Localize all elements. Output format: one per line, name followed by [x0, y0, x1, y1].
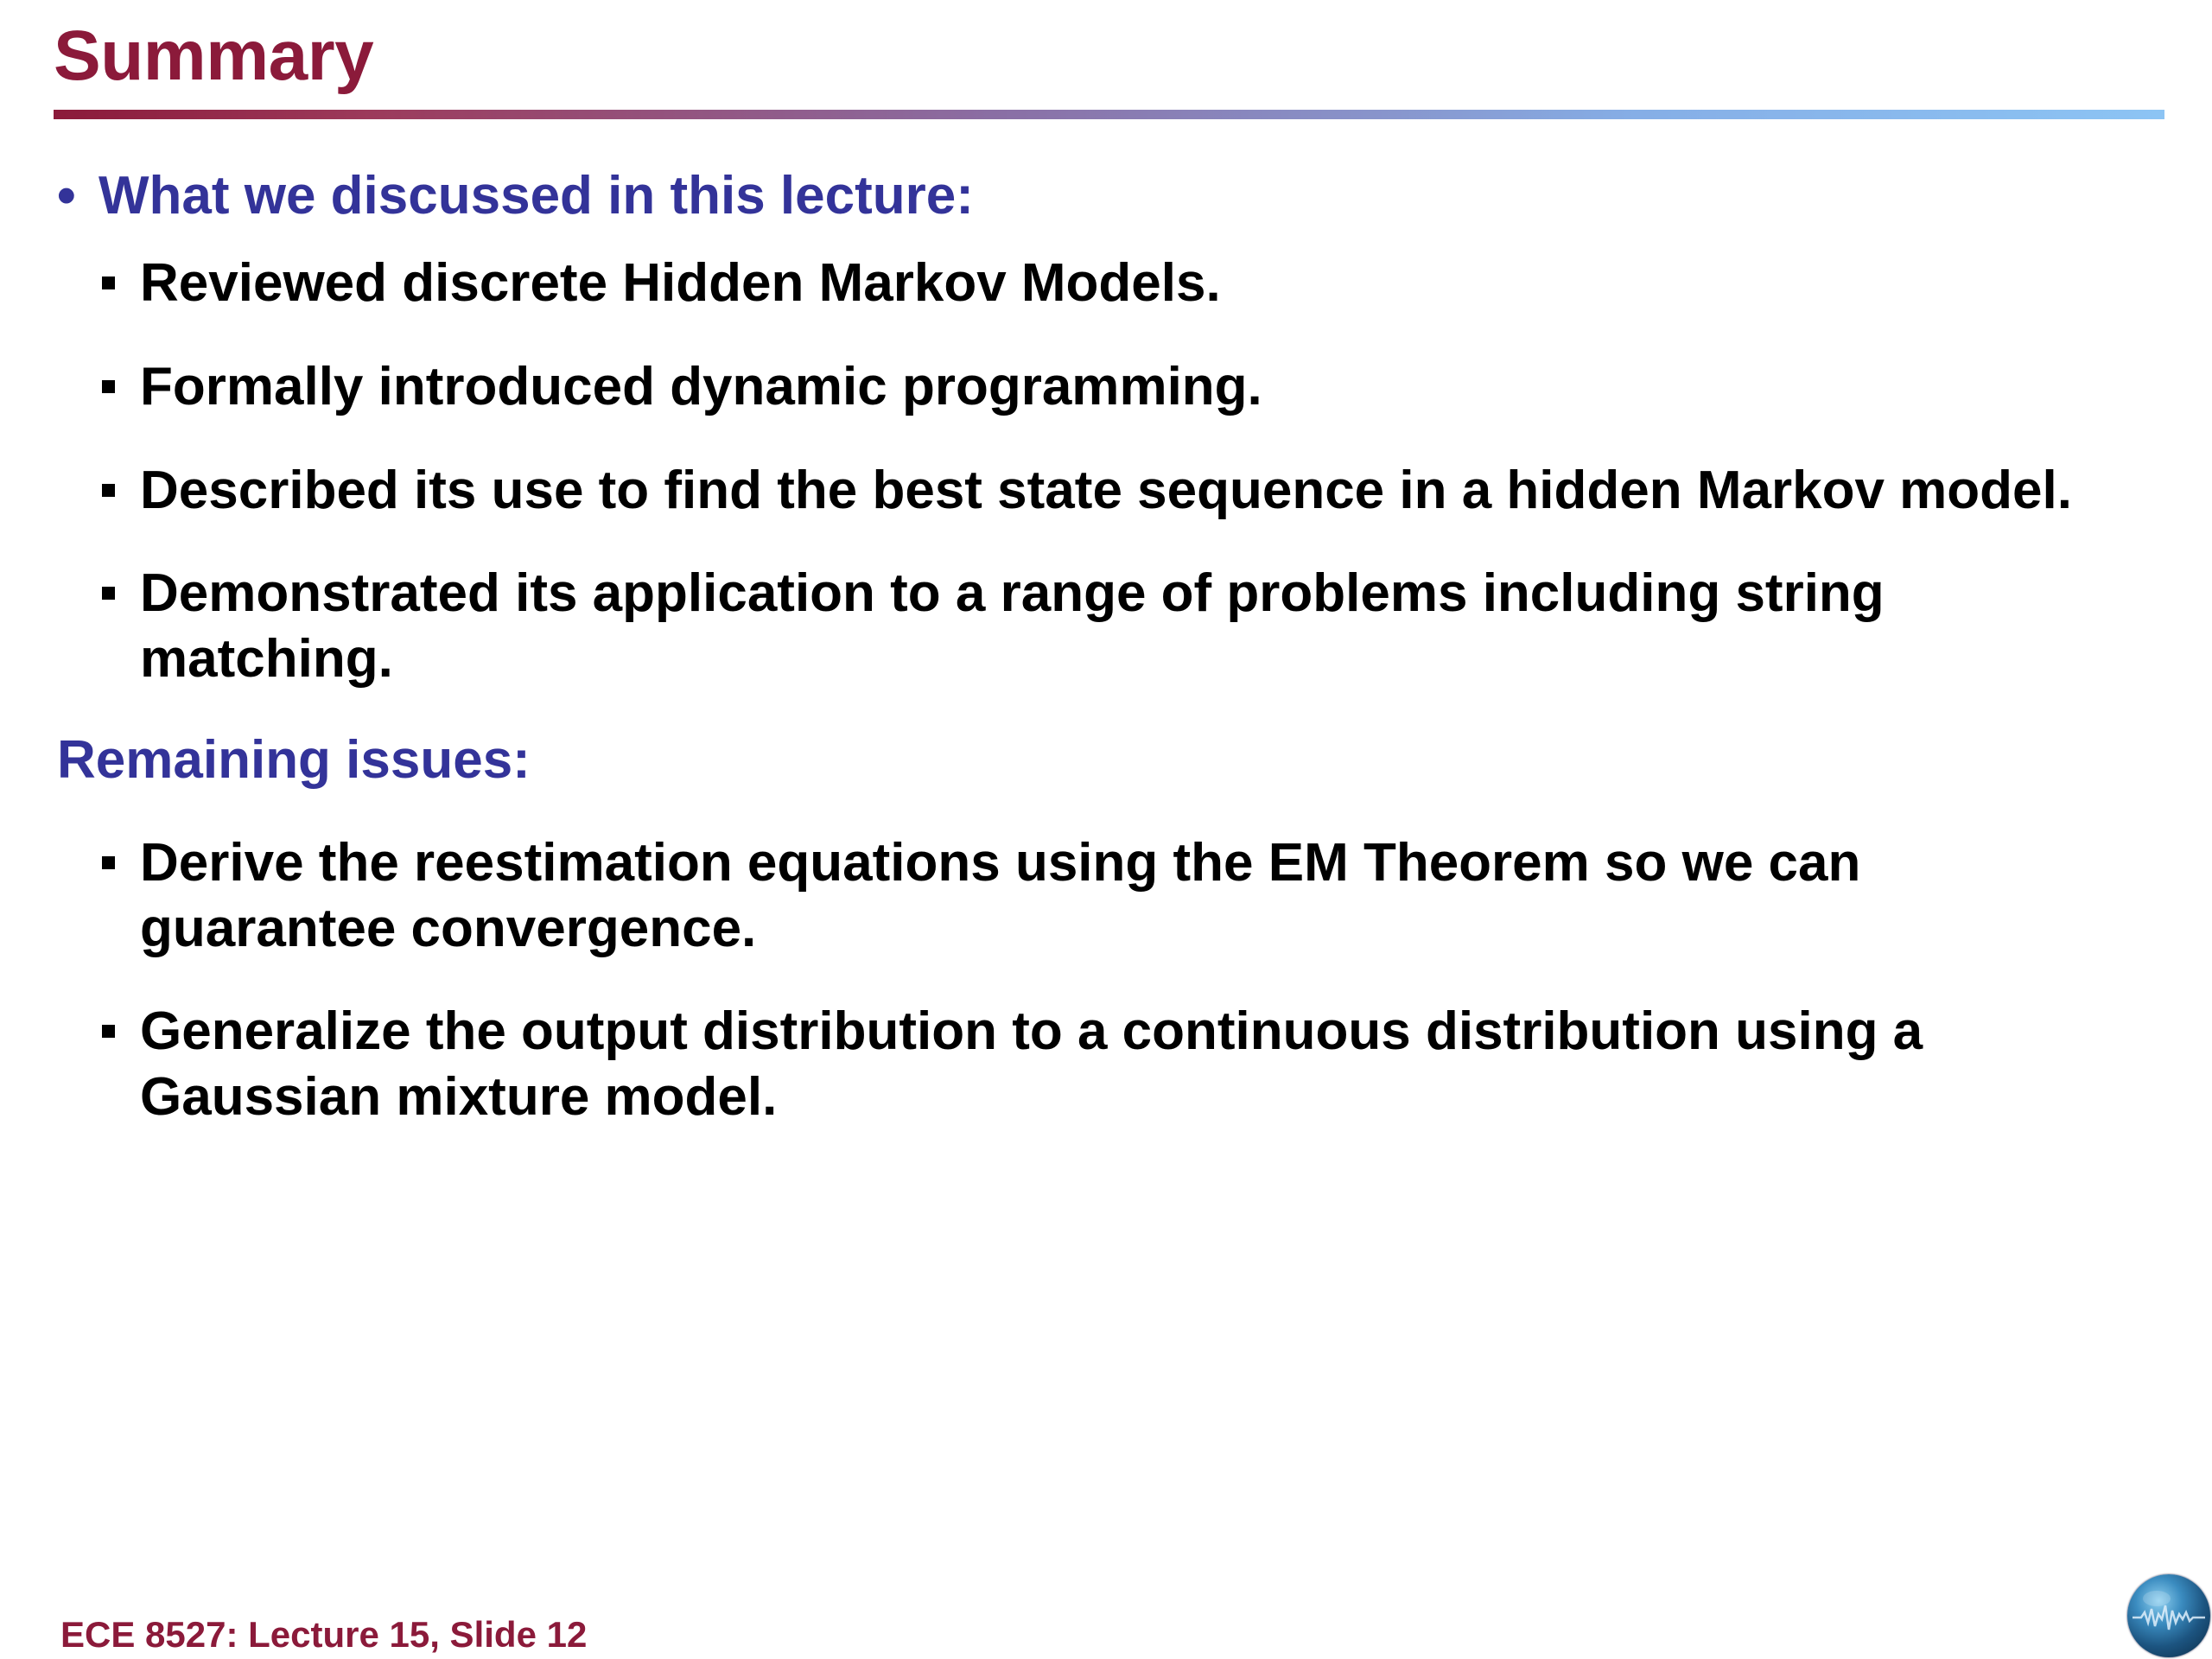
slide-title: Summary [54, 16, 374, 95]
list-item [54, 354, 2058, 420]
square-bullet-icon [102, 587, 115, 600]
square-bullet-icon [102, 484, 115, 497]
square-bullet-icon [102, 1025, 115, 1038]
list-item [54, 251, 2058, 316]
slide-footer: ECE 8527: Lecture 15, Slide 12 [60, 1614, 588, 1655]
list-item [54, 561, 2058, 691]
list-item-text: Described its use to find the best state sequence in a hidden Markov model. [140, 460, 2072, 520]
list-item-text: Reviewed discrete Hidden Markov Models. [140, 253, 1221, 314]
slide-content [54, 164, 2162, 1129]
globe-waveform-icon [2127, 1574, 2210, 1657]
section-heading-discussed [54, 164, 2162, 228]
bullet-dot: • [57, 166, 76, 226]
square-bullet-icon [102, 856, 115, 869]
section-heading-text: What we discussed in this lecture: [99, 166, 974, 226]
section-heading-remaining [54, 728, 2162, 792]
list-item-text: Formally introduced dynamic programming. [140, 357, 1262, 417]
square-bullet-icon [102, 276, 115, 289]
square-bullet-icon [102, 380, 115, 393]
list-item [54, 999, 2058, 1129]
list-item [54, 830, 2058, 961]
list-item-text: Demonstrated its application to a range of problems including string matching. [140, 563, 1885, 689]
globe-icon [2127, 1574, 2210, 1657]
list-item-text: Generalize the output distribution to a continuous distribution using a Gaussian mixture model. [140, 1001, 1923, 1127]
section-heading-text: Remaining issues: [57, 729, 531, 790]
title-underline [54, 110, 2164, 119]
list-item-text: Derive the reestimation equations using the EM Theorem so we can guarantee convergence. [140, 832, 1861, 958]
list-item [54, 458, 2162, 524]
